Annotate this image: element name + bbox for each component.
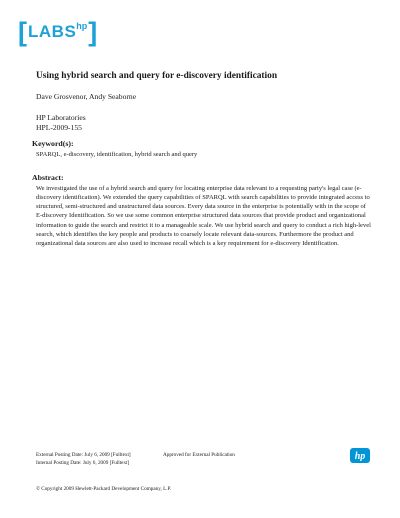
copyright-notice: © Copyright 2009 Hewlett-Packard Development Company, L.P. bbox=[36, 486, 172, 492]
lab-name: HP Laboratories bbox=[36, 113, 86, 122]
svg-text:hp: hp bbox=[354, 451, 366, 461]
report-title: Using hybrid search and query for e-discovery identification bbox=[36, 71, 278, 81]
logo-superscript: hp bbox=[76, 21, 88, 31]
approval-status: Approved for External Publication bbox=[163, 452, 235, 458]
report-authors: Dave Grosvenor, Andy Seaborne bbox=[36, 92, 137, 101]
internal-posting-date: Internal Posting Date: July 6, 2009 [Fulltext] bbox=[36, 460, 130, 466]
abstract-heading: Abstract: bbox=[32, 173, 64, 182]
abstract-text: We investigated the use of a hybrid search and query for locating enterprise data relevant to a requesting party's legal case (e-discovery identification). We extended the query capabilities of SPARQL with search capabilities to provide integrated access to structured, semi-structured and unstructured data sources. Every data source in the enterprise is potentially with in the scope of E-discovery Identification. So we use some common enterprise structured data sources that provide product and organizational information to guide the search and restrict it to a manageable scale. We use hybrid search and query to conduct a rich high-level search, which identifies the key people and products to coarsely locate relevant data-sources. Furthermore the product and organizational data sources are also used to increase recall which is a key requirement for e-discovery Identification. bbox=[36, 185, 371, 247]
hp-labs-logo bbox=[18, 18, 97, 46]
hp-logo-icon bbox=[350, 448, 370, 463]
external-posting-line bbox=[36, 451, 235, 459]
report-number: HPL-2009-155 bbox=[36, 123, 82, 132]
logo-bracket-left: [ bbox=[18, 17, 27, 47]
external-posting-date: External Posting Date: July 6, 2009 [Fulltext] bbox=[36, 452, 131, 458]
logo-text: LABS bbox=[28, 22, 77, 41]
keywords-heading: Keyword(s): bbox=[32, 139, 74, 148]
keywords-text: SPARQL, e-discovery, identification, hybrid search and query bbox=[36, 151, 198, 158]
logo-bracket-right: ] bbox=[88, 17, 98, 47]
